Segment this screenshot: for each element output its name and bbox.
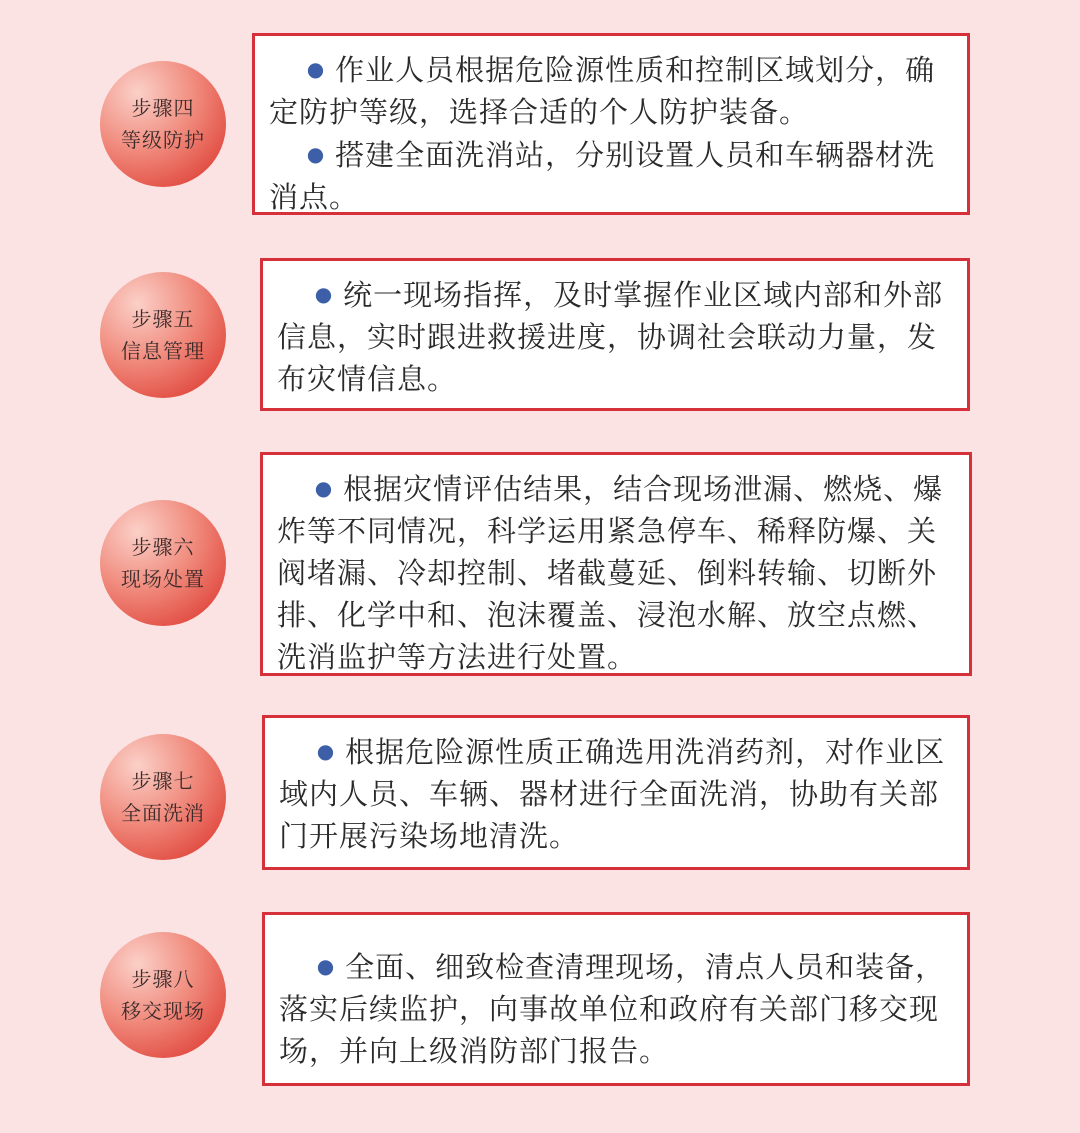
step-7-box <box>262 715 970 870</box>
step-6-title: 现场处置 <box>121 567 205 591</box>
step-5-label: 步骤五 <box>131 307 195 331</box>
step-4-title: 等级防护 <box>121 128 205 152</box>
step-4-circle <box>100 61 226 187</box>
step-7-label: 步骤七 <box>131 769 195 793</box>
bullet-icon: ● <box>314 476 334 500</box>
step-8-circle <box>100 932 226 1058</box>
step-5-box <box>260 258 970 411</box>
step-4-bullet-1: ● 作业人员根据危险源性质和控制区域划分，确定防护等级，选择合适的个人防护装备。 <box>269 48 953 133</box>
bullet-icon: ● <box>316 739 336 763</box>
step-6-bullet-1: ● 根据灾情评估结果，结合现场泄漏、燃烧、爆炸等不同情况，科学运用紧急停车、稀释防爆、关阀堵漏、冷却控制、堵截蔓延、倒料转输、切断外排、化学中和、泡沫覆盖、浸泡水解、放空点燃、洗消监护等方法进行处置。 <box>277 467 955 678</box>
step-8-bullet-1: ● 全面、细致检查清理现场，清点人员和装备，落实后续监护，向事故单位和政府有关部门移交现场，并向上级消防部门报告。 <box>279 927 953 1072</box>
bullet-icon: ● <box>306 57 326 81</box>
step-8-label: 步骤八 <box>131 967 195 991</box>
step-5-bullet-1: ● 统一现场指挥，及时掌握作业区域内部和外部信息，实时跟进救援进度，协调社会联动力量，发布灾情信息。 <box>277 273 953 400</box>
step-6-label: 步骤六 <box>131 535 195 559</box>
step-7-title: 全面洗消 <box>121 801 205 825</box>
step-4-bullet-2: ● 搭建全面洗消站，分别设置人员和车辆器材洗消点。 <box>269 133 953 218</box>
step-8-title: 移交现场 <box>121 999 205 1023</box>
step-5-title: 信息管理 <box>121 339 205 363</box>
step-7-bullet-1: ● 根据危险源性质正确选用洗消药剂，对作业区域内人员、车辆、器材进行全面洗消，协助有关部门开展污染场地清洗。 <box>279 730 953 857</box>
step-7-circle <box>100 734 226 860</box>
step-4-label: 步骤四 <box>131 96 195 120</box>
step-6-box <box>260 452 972 676</box>
bullet-icon: ● <box>314 282 334 306</box>
bullet-icon: ● <box>316 954 336 978</box>
step-8-box <box>262 912 970 1086</box>
bullet-icon: ● <box>306 142 326 166</box>
step-6-circle <box>100 500 226 626</box>
step-5-circle <box>100 272 226 398</box>
step-4-box <box>252 33 970 215</box>
